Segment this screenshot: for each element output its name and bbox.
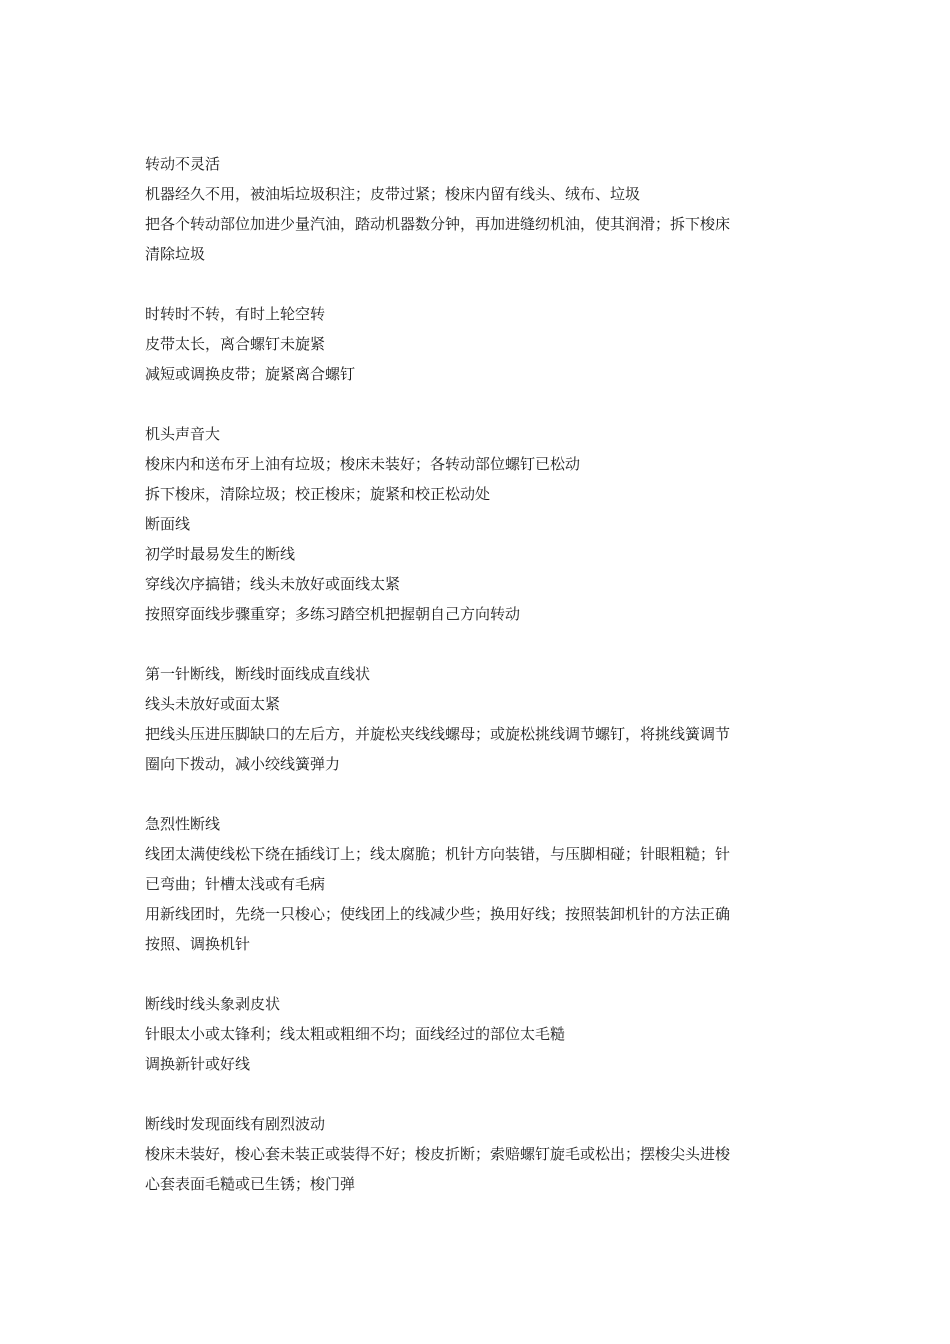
section-gap — [145, 389, 810, 419]
section-title: 第一针断线，断线时面线成直线状 — [145, 665, 371, 683]
body-line: 按照穿面线步骤重穿；多练习踏空机把握朝自己方向转动 — [145, 605, 521, 623]
section-title: 时转时不转，有时上轮空转 — [145, 305, 326, 323]
body-line: 梭床内和送布牙上油有垃圾；梭床未装好；各转动部位螺钉已松动 — [145, 455, 581, 473]
body-line: 针眼太小或太锋利；线太粗或粗细不均；面线经过的部位太毛糙 — [145, 1025, 566, 1043]
section-title: 断面线 — [145, 515, 191, 533]
body-line: 线头未放好或面太紧 — [145, 695, 281, 713]
section-gap — [145, 269, 810, 299]
body-line: 拆下梭床，清除垃圾；校正梭床；旋紧和校正松动处 — [145, 485, 491, 503]
body-line: 把线头压进压脚缺口的左后方，并旋松夹线线螺母；或旋松挑线调节螺钉，将挑线簧调节 — [145, 725, 731, 743]
body-line: 初学时最易发生的断线 — [145, 545, 296, 563]
section-gap — [145, 959, 810, 989]
body-line: 清除垃圾 — [145, 245, 206, 263]
body-line: 心套表面毛糙或已生锈；梭门弹 — [145, 1175, 356, 1193]
body-line: 按照、调换机针 — [145, 935, 251, 953]
section-gap — [145, 1079, 810, 1109]
body-line: 已弯曲；针槽太浅或有毛病 — [145, 875, 326, 893]
section-title: 断线时线头象剥皮状 — [145, 995, 281, 1013]
body-line: 梭床未装好，梭心套未装正或装得不好；梭皮折断；索赔螺钉旋毛或松出；摆梭尖头进梭 — [145, 1145, 731, 1163]
section-title: 机头声音大 — [145, 425, 221, 443]
body-line: 把各个转动部位加进少量汽油，踏动机器数分钟，再加进缝纫机油，使其润滑；拆下梭床 — [145, 215, 731, 233]
body-line: 穿线次序搞错；线头未放好或面线太紧 — [145, 575, 401, 593]
body-line: 圈向下拨动，减小绞线簧弹力 — [145, 755, 341, 773]
document-body — [145, 149, 810, 1199]
section-title: 转动不灵活 — [145, 155, 221, 173]
body-line: 线团太满使线松下绕在插线订上；线太腐脆；机针方向装错，与压脚相碰；针眼粗糙；针 — [145, 845, 731, 863]
body-line: 调换新针或好线 — [145, 1055, 251, 1073]
body-line: 用新线团时，先绕一只梭心；使线团上的线减少些；换用好线；按照装卸机针的方法正确 — [145, 905, 731, 923]
section-gap — [145, 629, 810, 659]
body-line: 机器经久不用，被油垢垃圾积注；皮带过紧；梭床内留有线头、绒布、垃圾 — [145, 185, 641, 203]
section-title: 急烈性断线 — [145, 815, 221, 833]
section-title: 断线时发现面线有剧烈波动 — [145, 1115, 326, 1133]
body-line: 皮带太长，离合螺钉未旋紧 — [145, 335, 326, 353]
body-line: 减短或调换皮带；旋紧离合螺钉 — [145, 365, 356, 383]
section-gap — [145, 779, 810, 809]
